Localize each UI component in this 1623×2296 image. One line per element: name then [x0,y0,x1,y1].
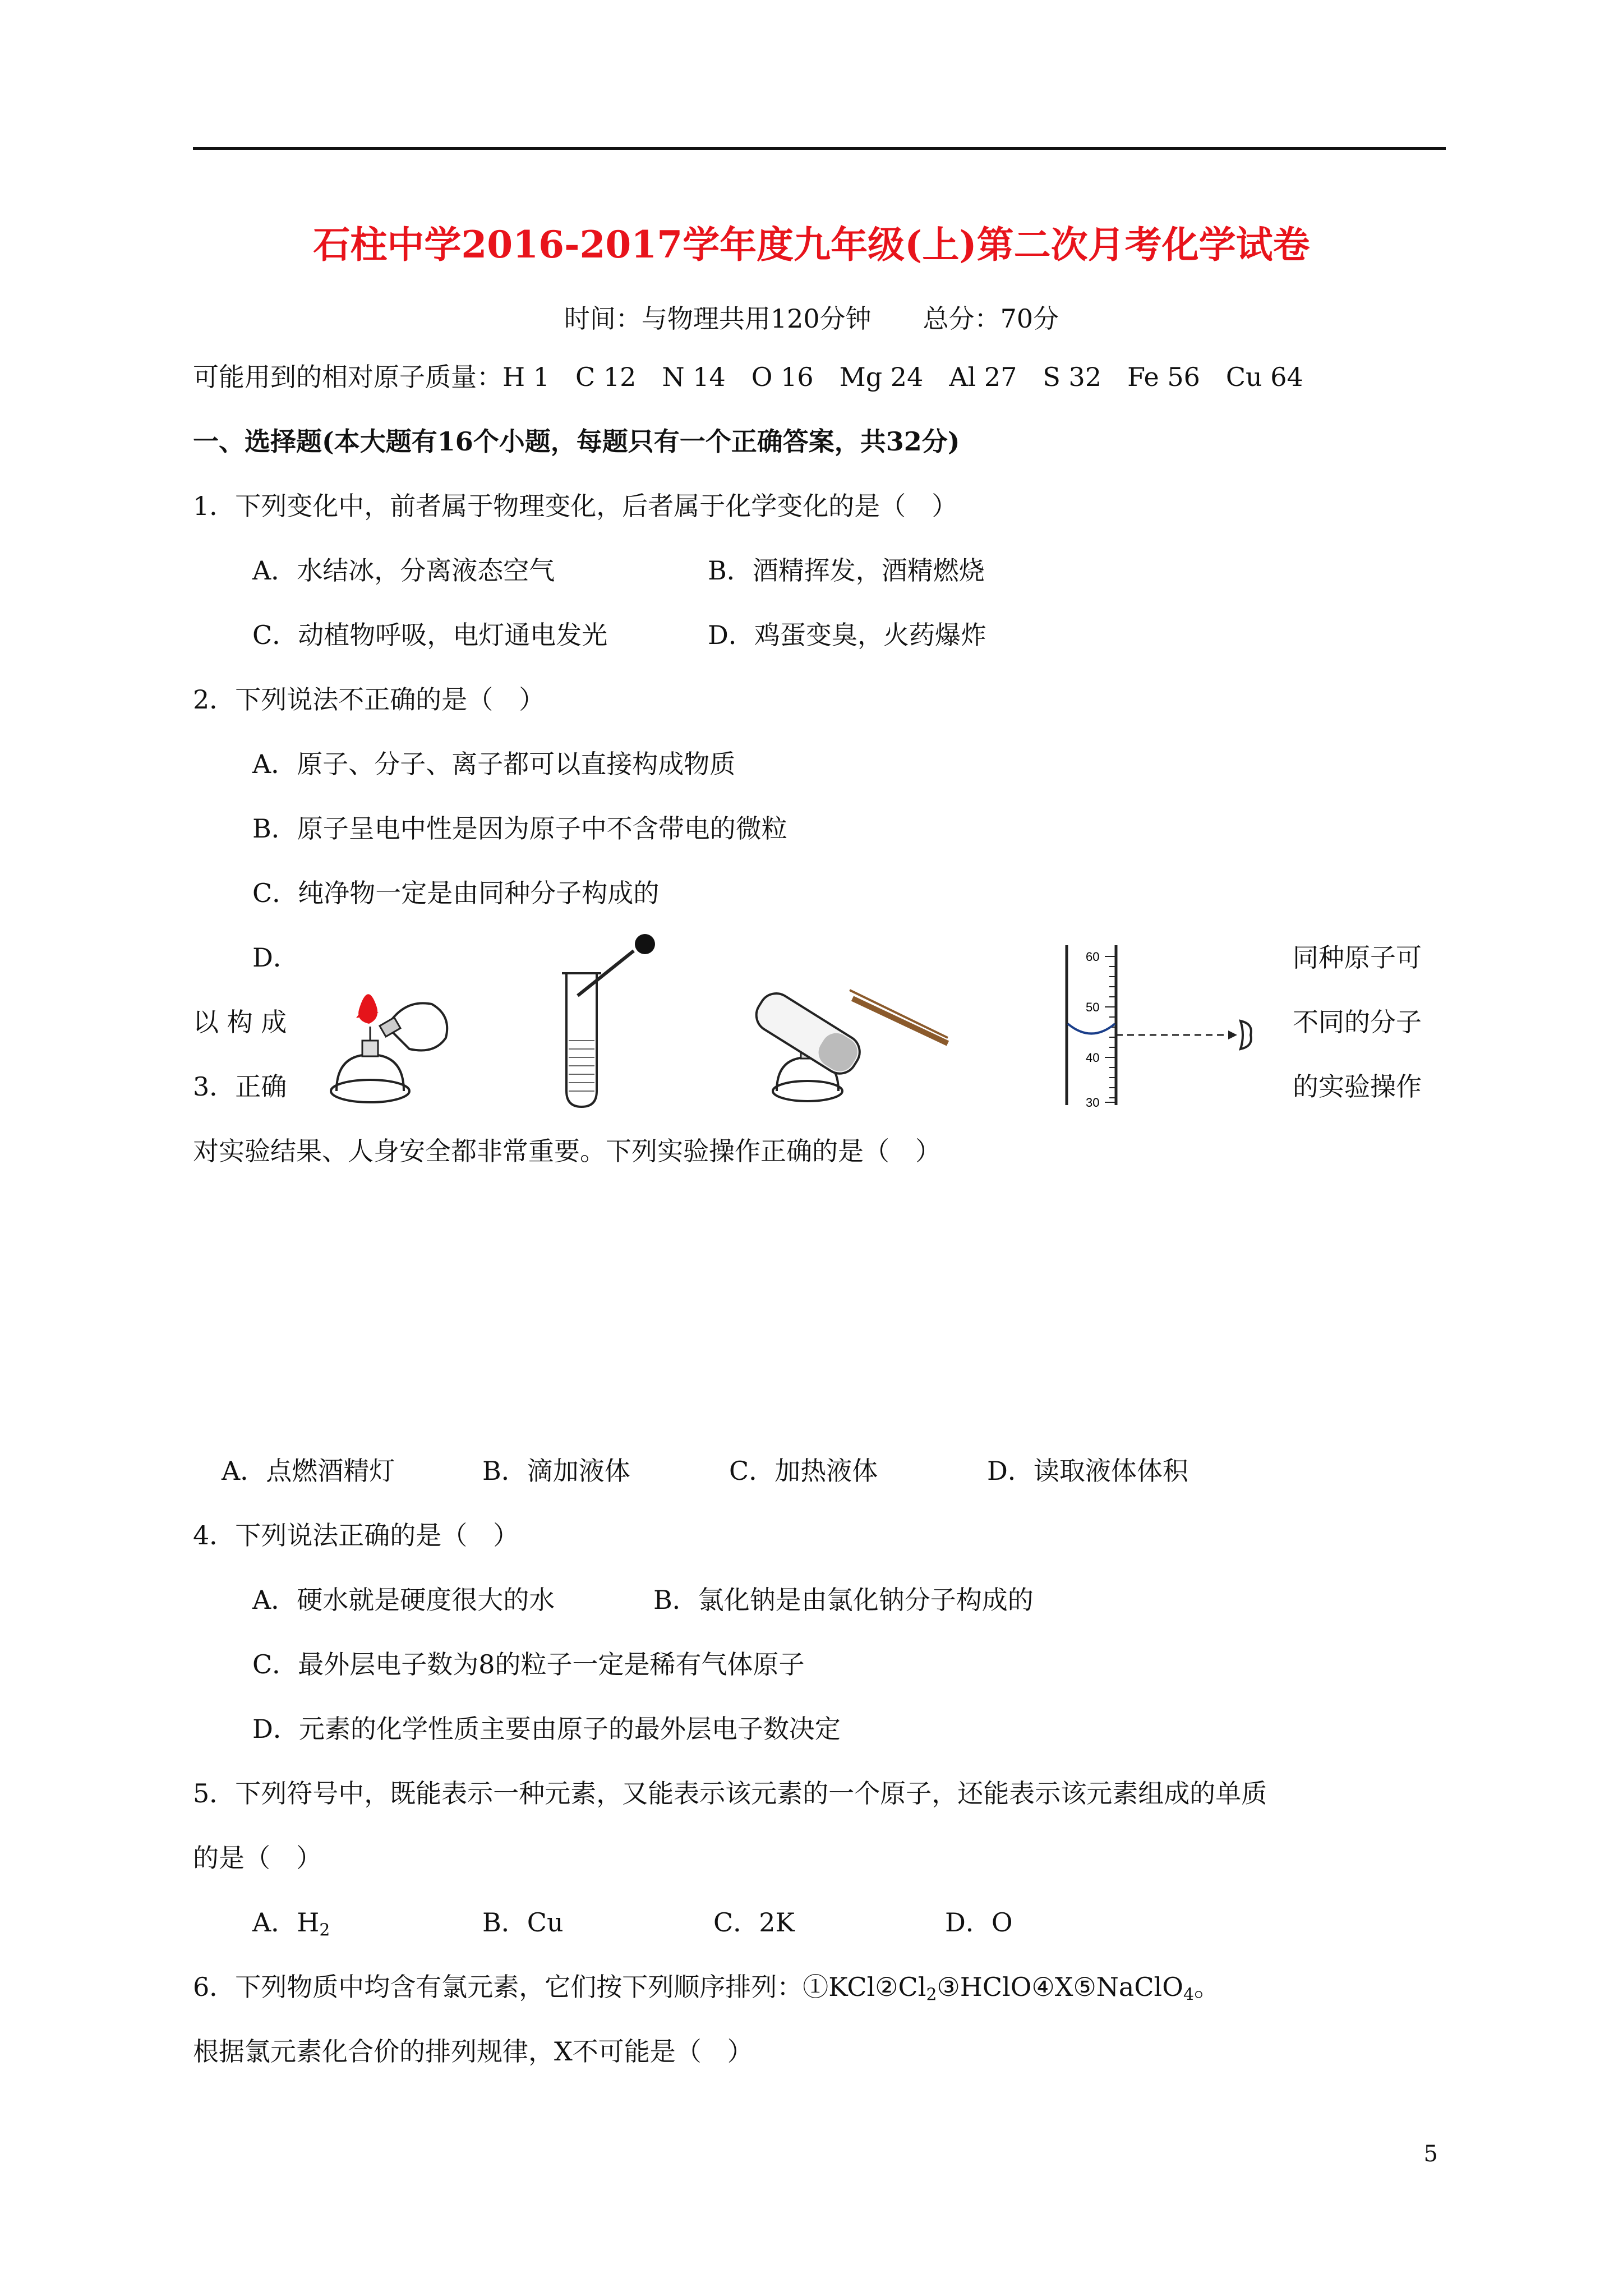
figure-c-heating-liquid [768,942,953,1105]
q2-option-a: A．原子、分子、离子都可以直接构成物质 [252,749,736,779]
figure-a-lighting-lamp [325,965,454,1105]
figure-b-dropping-liquid [555,928,673,1108]
q2-option-d-prefix: D． [252,942,299,973]
q2-option-d-text2: 以 构 成 [193,1007,287,1037]
q4-option-a: A．硬水就是硬度很大的水 [252,1585,555,1615]
q2-option-b: B．原子呈电中性是因为原子中不含带电的微粒 [252,813,787,844]
q5-stem-line2: 的是（ ） [193,1843,322,1873]
q1-option-b: B．酒精挥发，酒精燃烧 [708,555,985,586]
exam-title: 石柱中学2016-2017学年度九年级(上)第二次月考化学试卷 [313,223,1310,266]
q3-stem: 对实验结果、人身安全都非常重要。下列实验操作正确的是（ ） [193,1136,941,1166]
q5-option-b: B．Cu [482,1907,564,1938]
q3-option-a: A．点燃酒精灯 [222,1456,395,1486]
q3-option-c: C．加热液体 [729,1456,878,1486]
q3-lead-right: 的实验操作 [1293,1071,1422,1102]
q2-option-c: C．纯净物一定是由同种分子构成的 [252,878,660,908]
q5-stem-line1: 5．下列符号中，既能表示一种元素，又能表示该元素的一个原子，还能表示该元素组成的单质 [193,1778,1267,1809]
q5-option-c: C．2K [713,1907,795,1938]
header-rule [193,147,1446,150]
q1-option-a: A．水结冰，分离液态空气 [252,555,555,586]
q5-option-d: D．O [945,1907,1013,1938]
page-number: 5 [1423,2141,1438,2167]
q3-lead: 3．正确 [193,1071,287,1102]
cylinder-tick-40: 40 [1086,1051,1100,1065]
q1-option-d: D．鸡蛋变臭，火药爆炸 [708,620,986,650]
cylinder-tick-30: 30 [1086,1096,1100,1110]
q4-option-c: C．最外层电子数为8的粒子一定是稀有气体原子 [252,1649,805,1680]
q6-stem-line2: 根据氯元素化合价的排列规律，X不可能是（ ） [193,2036,753,2067]
q3-option-d: D．读取液体体积 [987,1456,1188,1486]
exam-subtitle: 时间：与物理共用120分钟 总分：70分 [564,303,1059,334]
q4-option-b: B．氯化钠是由氯化钠分子构成的 [653,1585,1034,1615]
q2-stem: 2．下列说法不正确的是（ ） [193,684,545,715]
q5-option-a: A．$H_2$ [252,1907,330,1940]
q4-option-d: D．元素的化学性质主要由原子的最外层电子数决定 [252,1714,841,1744]
q1-option-c: C．动植物呼吸，电灯通电发光 [252,620,608,650]
q2-option-d-text3: 不同的分子 [1293,1007,1422,1037]
q6-stem-line1: 6．下列物质中均含有氯元素，它们按下列顺序排列：$①KCl②Cl_2③HClO④X⑤NaClO_4$。 [193,1972,1220,2005]
atomic-masses: 可能用到的相对原子质量：H 1 C 12 N 14 O 16 Mg 24 Al 27 S 32 Fe 56 Cu 64 [193,362,1303,392]
q3-option-b: B．滴加液体 [482,1456,630,1486]
cylinder-tick-60: 60 [1086,950,1100,964]
q1-stem: 1．下列变化中，前者属于物理变化，后者属于化学变化的是（ ） [193,491,958,521]
q2-option-d-text1: 同种原子可 [1293,942,1422,973]
q4-stem: 4．下列说法正确的是（ ） [193,1520,519,1550]
figure-d-reading-volume [1060,945,1262,1114]
section-heading: 一、选择题(本大题有16个小题，每题只有一个正确答案，共32分) [193,426,960,457]
cylinder-tick-50: 50 [1086,1000,1100,1014]
